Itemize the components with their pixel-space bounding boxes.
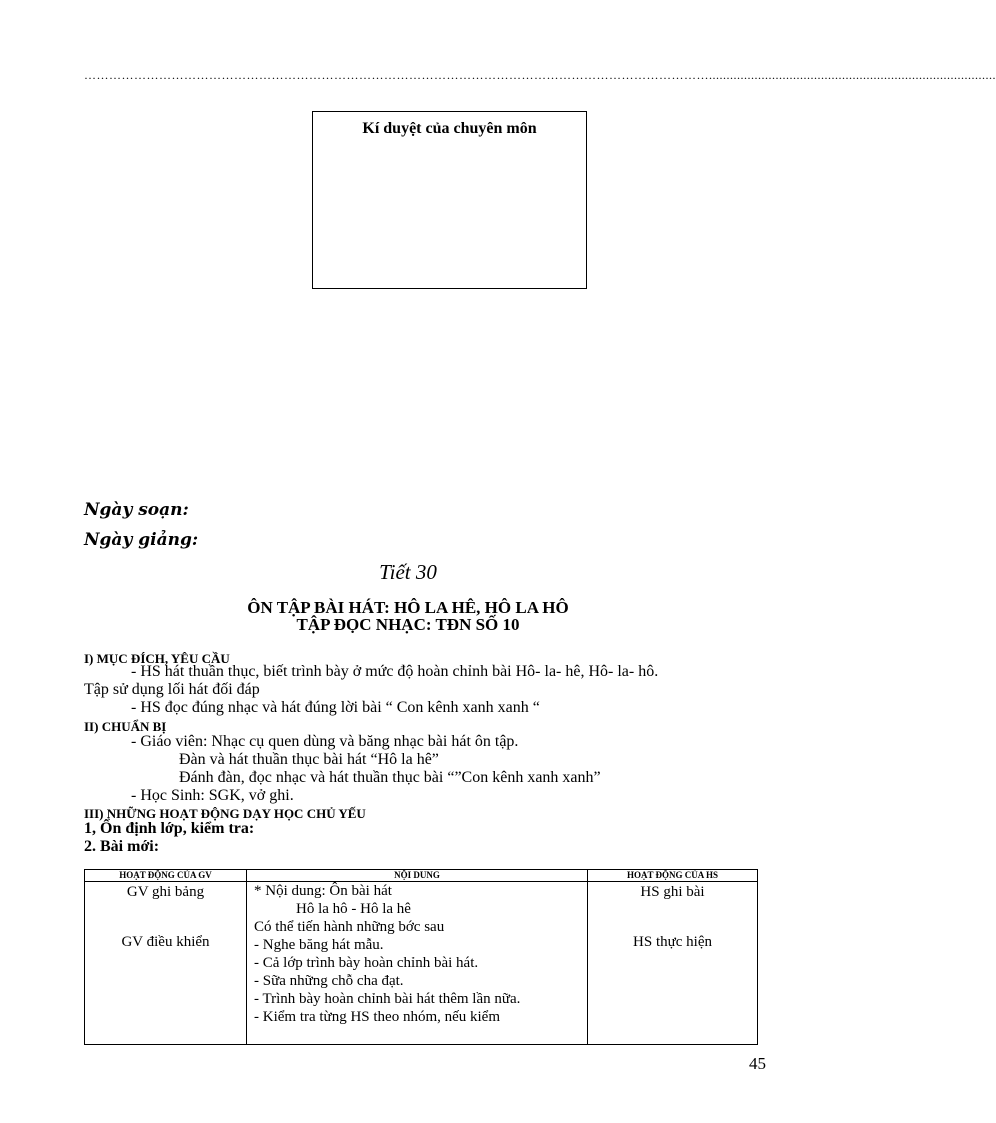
hs-activity-2: HS thực hiện (633, 934, 712, 950)
prep-date-label: Ngày soạn: (84, 500, 189, 520)
header-hs: HOẠT ĐỘNG CỦA HS (588, 870, 758, 882)
table-row (85, 882, 758, 1045)
approval-box-title: Kí duyệt của chuyên môn (362, 120, 537, 137)
dotted-separator: …………………………………………………………………………………………………………………………………….................................................................................. (84, 68, 996, 82)
lesson-title-line2: TẬP ĐỌC NHẠC: TĐN SỐ 10 (296, 615, 520, 634)
header-gv: HOẠT ĐỘNG CỦA GV (85, 870, 247, 882)
section1-heading: I) MỤC ĐÍCH, YÊU CẦU (84, 651, 230, 666)
content-line-8: - Kiểm tra từng HS theo nhóm, nếu kiểm (254, 1009, 501, 1025)
section2-line4: - Học Sinh: SGK, vở ghi. (131, 787, 294, 804)
lesson-plan-table (84, 869, 758, 1045)
lesson-number: Tiết 30 (379, 560, 437, 584)
gv-cell (85, 882, 247, 1045)
section3-sub2: 2. Bài mới: (84, 838, 160, 855)
section1-line3: - HS đọc đúng nhạc và hát đúng lời bài “ Con kênh xanh xanh “ (131, 699, 540, 716)
section2-line3: Đánh đàn, đọc nhạc và hát thuần thục bài “”Con kênh xanh xanh” (179, 769, 601, 786)
content-cell (247, 882, 588, 1045)
section1-line1: - HS hát thuần thục, biết trình bày ở mức độ hoàn chỉnh bài Hô- la- hê, Hô- la- hô. (131, 663, 659, 680)
gv-activity-2: GV điều khiển (121, 934, 210, 950)
section1-line2: Tập sử dụng lối hát đối đáp (84, 681, 260, 698)
section2-line2: Đàn và hát thuần thục bài hát “Hô la hê” (179, 751, 439, 768)
content-line-7: - Trình bày hoàn chỉnh bài hát thêm lần nữa. (254, 991, 521, 1007)
gv-activity-1: GV ghi bảng (126, 884, 205, 900)
hs-activity-1: HS ghi bài (640, 884, 705, 900)
content-line-1: * Nội dung: Ôn bài hát (254, 883, 392, 899)
teach-date-label: Ngày giảng: (84, 530, 199, 550)
approval-box (312, 111, 587, 289)
content-line-4: - Nghe băng hát mẫu. (254, 937, 384, 953)
section2-heading: II) CHUẨN BỊ (84, 719, 167, 734)
content-line-3: Có thể tiến hành những bớc sau (254, 919, 445, 935)
section2-line1: - Giáo viên: Nhạc cụ quen dùng và băng nhạc bài hát ôn tập. (131, 733, 519, 750)
content-line-5: - Cả lớp trình bày hoàn chỉnh bài hát. (254, 955, 479, 971)
hs-cell (588, 882, 758, 1045)
lesson-title-line1: ÔN TẬP BÀI HÁT: HÔ LA HÊ, HÔ LA HÔ (247, 598, 569, 617)
section3-heading: III) NHỮNG HOẠT ĐỘNG DẠY HỌC CHỦ YẾU (84, 806, 366, 821)
content-line-2: Hô la hô - Hô la hê (296, 901, 411, 917)
section3-sub1: 1, Ổn định lớp, kiểm tra: (84, 820, 255, 837)
table-header-row (85, 870, 758, 882)
page-number: 45 (749, 1054, 766, 1073)
content-line-6: - Sữa những chỗ cha đạt. (254, 973, 404, 989)
header-content: NỘI DUNG (247, 870, 588, 882)
